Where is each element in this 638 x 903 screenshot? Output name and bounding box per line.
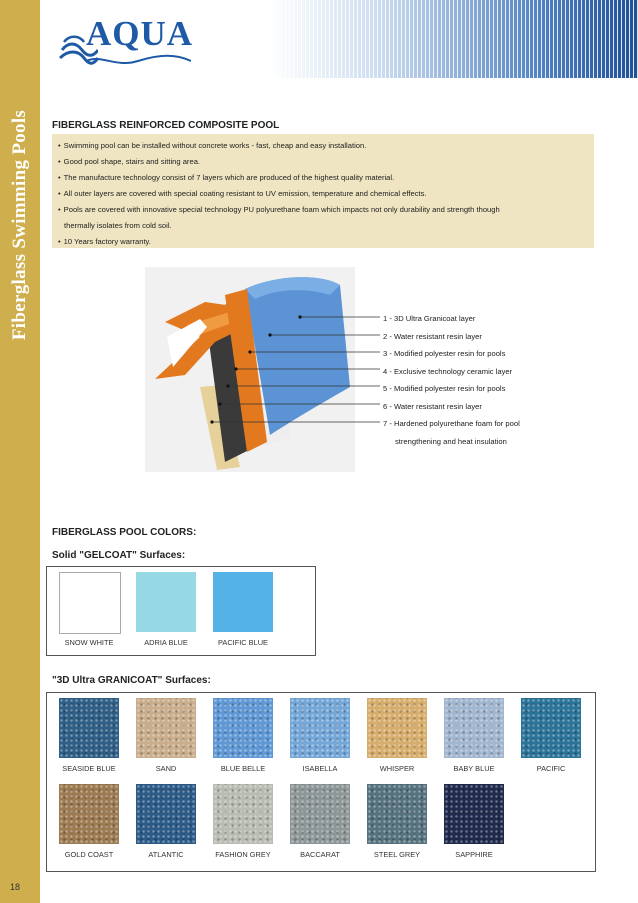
layer-item: 4 - Exclusive technology ceramic layer xyxy=(383,366,513,376)
color-swatch-label: SAPPHIRE xyxy=(455,850,493,859)
feature-item: • All outer layers are covered with special coating resistant to UV emission, temperature and chemical effects. xyxy=(58,189,427,198)
feature-item: • 10 Years factory warranty. xyxy=(58,237,151,246)
color-swatch-label: WHISPER xyxy=(379,764,415,773)
gelcoat-title: Solid "GELCOAT" Surfaces: xyxy=(52,550,186,561)
color-swatch xyxy=(367,784,427,844)
color-swatch xyxy=(136,698,196,758)
layer-item: 3 - Modified polyester resin for pools xyxy=(383,349,506,358)
feature-item: • Good pool shape, stairs and sitting area. xyxy=(58,157,201,166)
intro-title: FIBERGLASS REINFORCED COMPOSITE POOL xyxy=(52,120,280,131)
color-swatch xyxy=(136,784,196,844)
color-swatch xyxy=(213,698,273,758)
color-swatch xyxy=(521,698,581,758)
page-number: 18 xyxy=(10,882,21,892)
color-swatch xyxy=(136,572,196,632)
color-swatch xyxy=(213,572,273,632)
color-swatch xyxy=(444,784,504,844)
layer-item: 1 - 3D Ultra Granicoat layer xyxy=(383,314,476,323)
feature-item: • Swimming pool can be installed without concrete works - fast, cheap and easy installation. xyxy=(58,141,367,150)
layer-item: 2 - Water resistant resin layer xyxy=(383,331,482,341)
sidebar-title: Fiberglass Swimming Pools xyxy=(9,109,30,341)
color-swatch xyxy=(59,784,119,844)
feature-item: • Pools are covered with innovative special technology PU polyurethane foam which impacts not only durability and strength though xyxy=(58,205,500,214)
layer-item: 7 - Hardened polyurethane foam for pool xyxy=(383,419,520,428)
color-swatch xyxy=(213,784,273,844)
logo-text: AQUA xyxy=(86,14,194,53)
colors-section-title: FIBERGLASS POOL COLORS: xyxy=(52,527,197,538)
color-swatch xyxy=(444,698,504,758)
color-swatch-label: ATLANTIC xyxy=(148,850,184,859)
color-swatch-label: BABY BLUE xyxy=(453,764,495,773)
color-swatch xyxy=(367,698,427,758)
feature-item: • The manufacture technology consist of 7 layers which are produced of the highest quality material. xyxy=(58,173,395,182)
color-swatch xyxy=(290,698,350,758)
color-swatch-label: BACCARAT xyxy=(300,850,340,859)
color-swatch-label: SEASIDE BLUE xyxy=(62,764,116,773)
color-swatch xyxy=(59,572,121,634)
color-swatch-label: STEEL GREY xyxy=(373,850,421,859)
color-swatch-label: ISABELLA xyxy=(302,764,338,773)
color-swatch-label: FASHION GREY xyxy=(215,850,271,859)
color-swatch-label: PACIFIC xyxy=(536,764,566,773)
layer-legend xyxy=(383,310,520,450)
color-swatch-label: PACIFIC BLUE xyxy=(218,638,268,647)
color-swatch xyxy=(59,698,119,758)
color-swatch xyxy=(290,784,350,844)
color-swatch-label: SNOW WHITE xyxy=(64,638,114,647)
granicoat-title: "3D Ultra GRANICOAT" Surfaces: xyxy=(52,675,211,686)
feature-item-continuation: thermally isolates from cold soil. xyxy=(64,221,172,230)
color-swatch-label: GOLD COAST xyxy=(64,850,114,859)
layer-item: 5 - Modified polyester resin for pools xyxy=(383,384,506,393)
color-swatch-label: ADRIA BLUE xyxy=(144,638,188,647)
layer-item: 6 - Water resistant resin layer xyxy=(383,401,482,411)
layer-item-continuation: strengthening and heat insulation xyxy=(395,436,507,446)
color-swatch-label: SAND xyxy=(155,764,177,773)
color-swatch-label: BLUE BELLE xyxy=(220,764,266,773)
